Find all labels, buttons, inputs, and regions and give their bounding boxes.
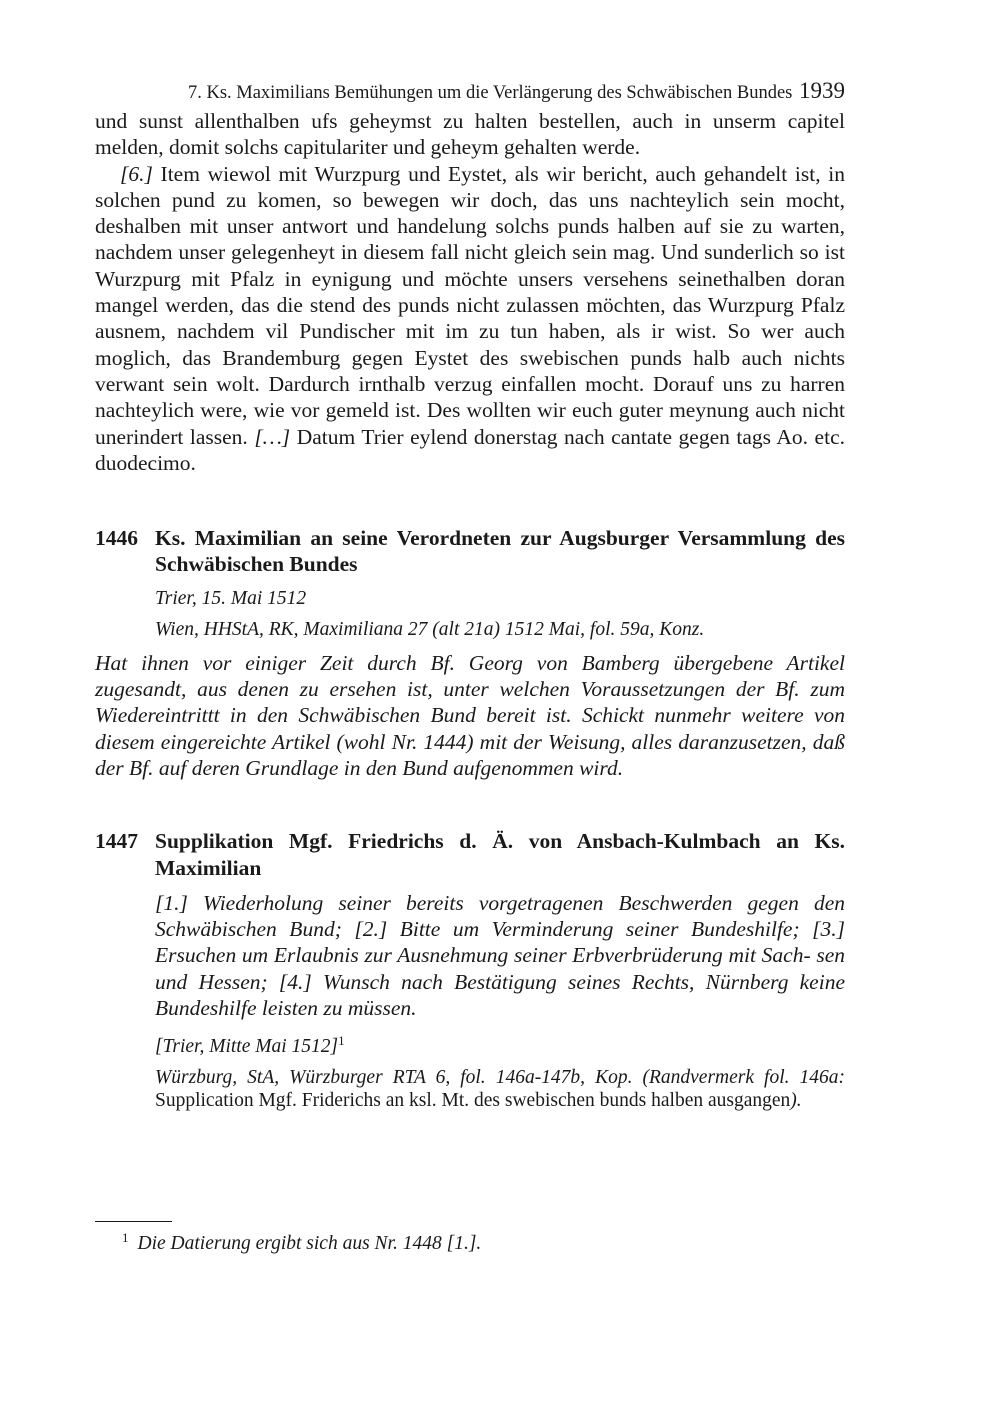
document-entry-1447 [95,828,845,1112]
footnote-rule [95,1221,172,1222]
section-marker: [6.] [120,161,153,186]
document-entry-1446 [95,525,845,781]
place-date-text: [Trier, Mitte Mai 1512] [155,1036,339,1058]
entry-title: Supplikation Mgf. Friedrichs d. Ä. von Ansbach-Kulmbach an Ks. Maximilian [155,829,845,880]
footnote [122,1226,481,1256]
entry-source: Wien, HHStA, RK, Maximiliana 27 (alt 21a) 1512 Mai, fol. 59a, Konz. [155,618,705,640]
entry-source [155,1066,845,1112]
footnote-reference: 1 [338,1033,345,1049]
continuation-text [95,108,845,476]
ellipsis-marker: […] [254,424,291,449]
entry-regest: Hat ihnen vor einiger Zeit durch Bf. Georg von Bamberg übergebene Artikel zugesandt, aus denen zu ersehen ist, unter welchen Voraussetzungen der Bf. zum Wiedereintrittt in den Schwäbischen Bund bereit ist. Schickt nunmehr weitere von diesem eingereichte Artikel (wohl Nr. 1444) mit der Weisung, alles daranzusetzen, daß der Bf. auf deren Grundlage in den Bund aufgenommen wird. [95,650,845,780]
source-italic: Würzburg, StA, Würzburger RTA 6, fol. 146a-147b, Kop. (Randvermerk fol. 146a: [155,1067,845,1089]
continuation-paragraph-2 [95,161,845,477]
footnote-text: Die Datierung ergibt sich aus Nr. 1448 [1.]. [137,1233,482,1254]
source-marginal-note: Supplication Mgf. Friderichs an ksl. Mt. des swebischen bunds halben ausgangen [155,1090,791,1112]
source-close: ). [790,1090,802,1112]
paragraph-2-text: Item wiewol mit Wurzpurg und Eystet, als wir bericht, auch gehandelt ist, in solchen pund zu komen, so bewegen wir doch, das uns nachteylich sein mocht, deshalben mit unser antwort und handelung solchs punds halben auf sie zu warten, nachdem unser gelegenheyt in diesem fall nicht gleich sein mag. Und sunderlich so ist Wurzpurg mit Pfalz in eynigung und möchte unsers versehens seinethalben doran mangel werden, das die stend des punds nicht zulassen möchten, das Wurzpurg Pfalz ausnem, nachdem vil Pundischer mit im zu tun haben, als ir wist. So wer auch moglich, das Brandemburg gegen Eystet des swebischen punds halb auch nichts verwant sein wolt. Dardurch irnthalb verzug einfallen mocht. Dorauf uns zu harren nachteylich were, wie vor gemeld ist. Des wollten wir euch guter meynung auch nicht unerindert lassen. [95,161,845,449]
footnote-mark: 1 [122,1230,129,1245]
entry-title: Ks. Maximilian an seine Verordneten zur Augsburger Versammlung des Schwäbischen Bundes [155,526,845,577]
entry-number: 1447 [95,829,138,854]
continuation-paragraph-1: und sunst allenthalben ufs geheymst zu halten bestellen, auch in unserm capitel melden, domit solchs capitulariter und geheym gehalten werde. [95,109,845,160]
page [95,78,845,1112]
entry-place-date: Trier, 15. Mai 1512 [155,587,307,609]
running-head-title: 7. Ks. Maximilians Bemühungen um die Verlängerung des Schwäbischen Bundes [187,83,793,103]
entry-place-date [155,1029,845,1058]
page-number: 1939 [799,78,845,103]
entry-heading [95,828,845,881]
running-head [95,78,845,108]
entry-heading [95,525,845,578]
entry-regest: [1.] Wiederholung seiner bereits vorgetragenen Beschwerden gegen den Schwäbischen Bund; [2.] Bitte um Verminderung seiner Bundeshilfe; [3.] Ersuchen um Erlaubnis zur Ausnehmung seiner Erbverbrüderung mit Sach- sen und Hessen; [4.] Wunsch nach Bestätigung seines Rechts, Nürnberg keine Bundeshilfe leisten zu müssen. [155,890,845,1021]
entry-number: 1446 [95,526,138,551]
paragraph-2-closing: Datum Trier eylend donerstag nach cantate gegen tags Ao. etc. duodecimo. [95,424,845,475]
